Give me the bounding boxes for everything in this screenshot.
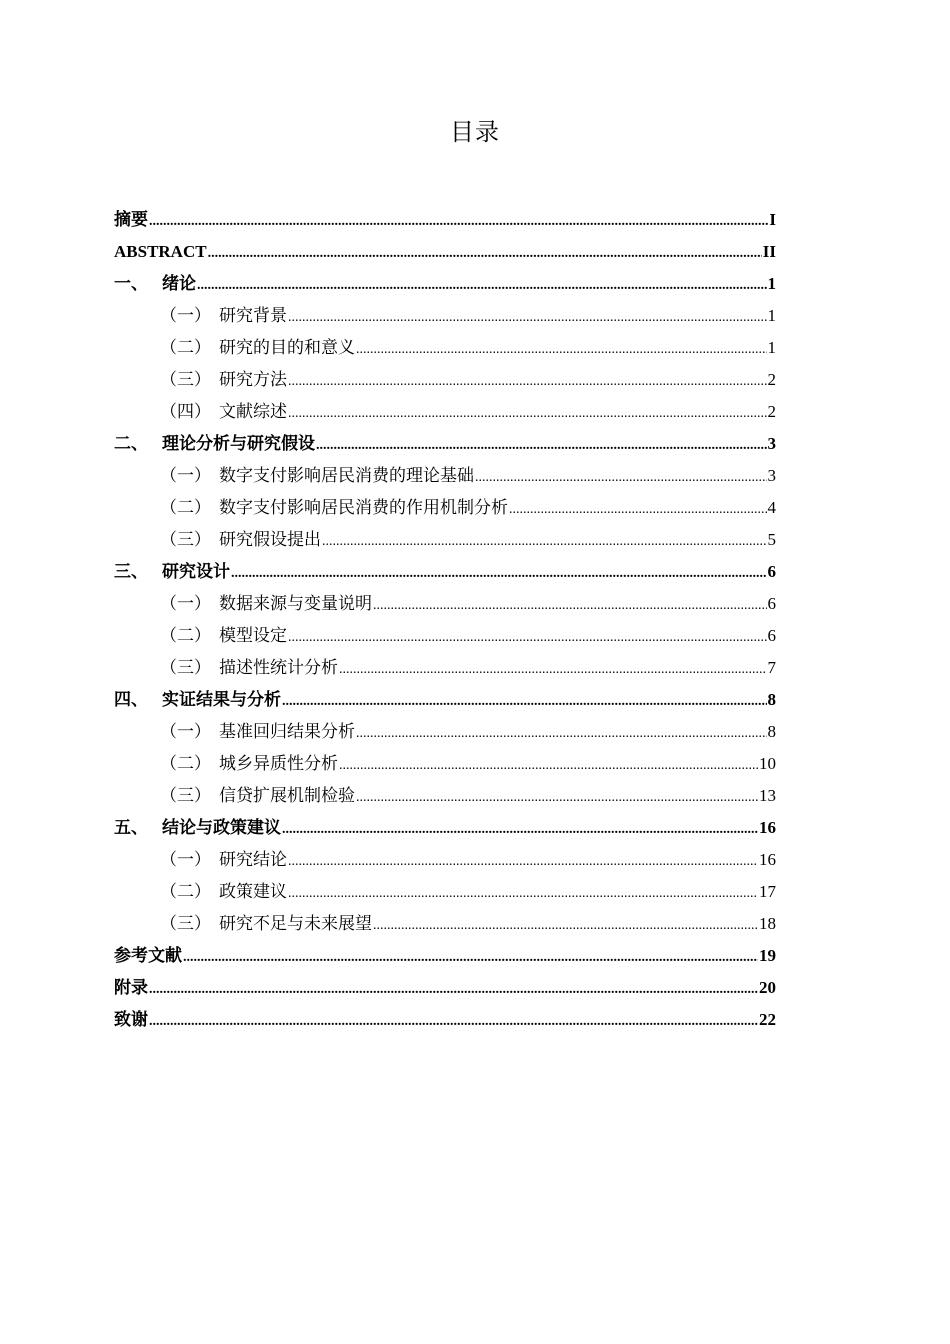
toc-entry-number: （二）	[160, 882, 211, 901]
toc-entry-page-number: 16	[759, 850, 776, 869]
toc-dot-leader	[208, 238, 762, 270]
toc-entry-page-number: I	[769, 210, 776, 229]
toc-dot-leader	[373, 910, 758, 942]
toc-entry-number: （二）	[160, 338, 211, 357]
toc-entry-number: 一、	[114, 274, 148, 293]
toc-entry-page-number: 19	[759, 946, 776, 965]
toc-entry-label: 致谢	[114, 1010, 148, 1029]
toc-dot-leader	[288, 398, 767, 430]
toc-entry-number: （一）	[160, 594, 211, 613]
toc-entry-label: 信贷扩展机制检验	[219, 786, 355, 805]
toc-entry-page-number: 5	[767, 530, 776, 549]
toc-dot-leader	[288, 302, 767, 334]
toc-entry-number: （三）	[160, 530, 211, 549]
toc-entry-label: 数据来源与变量说明	[219, 594, 372, 613]
toc-entry-label: 政策建议	[219, 882, 287, 901]
toc-entry-number: （一）	[160, 850, 211, 869]
toc-entry-label: 摘要	[114, 210, 148, 229]
toc-entry-label: ABSTRACT	[114, 242, 207, 261]
toc-dot-leader	[356, 334, 767, 366]
toc-entry-page-number: 22	[759, 1010, 776, 1029]
toc-dot-leader	[339, 750, 758, 782]
toc-entry-chapter[interactable]	[114, 236, 776, 268]
toc-entry-label: 研究方法	[219, 370, 287, 389]
toc-entry-page-number: 1	[767, 306, 776, 325]
toc-entry-section[interactable]	[114, 844, 776, 876]
toc-entry-label: 数字支付影响居民消费的理论基础	[219, 466, 474, 485]
toc-entry-label: 实证结果与分析	[162, 690, 281, 709]
toc-entry-page-number: II	[762, 242, 776, 261]
toc-dot-leader	[373, 590, 767, 622]
toc-dot-leader	[339, 654, 767, 686]
toc-entry-number: （二）	[160, 626, 211, 645]
toc-entry-label: 研究设计	[162, 562, 230, 581]
toc-dot-leader	[475, 462, 767, 494]
toc-dot-leader	[509, 494, 767, 526]
toc-entry-page-number: 17	[759, 882, 776, 901]
toc-entry-chapter[interactable]	[114, 268, 776, 300]
toc-entry-label: 模型设定	[219, 626, 287, 645]
toc-entry-number: （二）	[160, 498, 211, 517]
toc-entry-page-number: 7	[767, 658, 776, 677]
toc-dot-leader	[356, 782, 758, 814]
toc-entry-chapter[interactable]	[114, 684, 776, 716]
toc-entry-label: 研究的目的和意义	[219, 338, 355, 357]
toc-entry-chapter[interactable]	[114, 972, 776, 1004]
toc-entry-page-number: 20	[759, 978, 776, 997]
toc-entry-number: （一）	[160, 722, 211, 741]
toc-entry-label: 结论与政策建议	[162, 818, 281, 837]
toc-entry-chapter[interactable]	[114, 556, 776, 588]
toc-entry-section[interactable]	[114, 716, 776, 748]
toc-dot-leader	[356, 718, 767, 750]
toc-entry-number: 二、	[114, 434, 148, 453]
toc-entry-number: 五、	[114, 818, 148, 837]
toc-entry-page-number: 6	[767, 562, 776, 581]
toc-entry-chapter[interactable]	[114, 940, 776, 972]
toc-title: 目录	[450, 118, 500, 146]
toc-entry-label: 研究不足与未来展望	[219, 914, 372, 933]
toc-entry-page-number: 13	[759, 786, 776, 805]
toc-entry-label: 文献综述	[219, 402, 287, 421]
toc-dot-leader	[149, 1006, 758, 1038]
toc-entry-page-number: 18	[759, 914, 776, 933]
toc-entry-label: 研究假设提出	[219, 530, 321, 549]
toc-entry-page-number: 8	[767, 722, 776, 741]
toc-entry-section[interactable]	[114, 620, 776, 652]
toc-dot-leader	[149, 206, 768, 238]
toc-dot-leader	[149, 974, 758, 1006]
toc-entry-section[interactable]	[114, 652, 776, 684]
toc-entry-page-number: 3	[767, 434, 776, 453]
toc-dot-leader	[183, 942, 758, 974]
toc-entry-section[interactable]	[114, 492, 776, 524]
toc-entry-page-number: 1	[767, 338, 776, 357]
toc-dot-leader	[288, 622, 767, 654]
toc-entry-section[interactable]	[114, 460, 776, 492]
toc-entry-label: 研究结论	[219, 850, 287, 869]
toc-entry-number: （一）	[160, 466, 211, 485]
toc-entry-chapter[interactable]	[114, 1004, 776, 1036]
toc-entry-page-number: 10	[759, 754, 776, 773]
toc-entry-page-number: 4	[767, 498, 776, 517]
toc-entry-page-number: 3	[767, 466, 776, 485]
toc-entry-page-number: 6	[767, 594, 776, 613]
toc-entry-label: 描述性统计分析	[219, 658, 338, 677]
toc-entry-number: （三）	[160, 914, 211, 933]
toc-entry-section[interactable]	[114, 908, 776, 940]
toc-entry-number: 三、	[114, 562, 148, 581]
toc-entry-page-number: 6	[767, 626, 776, 645]
toc-entry-number: （三）	[160, 370, 211, 389]
toc-entry-label: 参考文献	[114, 946, 182, 965]
toc-entry-section[interactable]	[114, 300, 776, 332]
toc-entry-page-number: 16	[759, 818, 776, 837]
toc-entry-label: 数字支付影响居民消费的作用机制分析	[219, 498, 508, 517]
toc-entry-page-number: 2	[767, 402, 776, 421]
toc-dot-leader	[288, 846, 758, 878]
toc-entry-chapter[interactable]	[114, 428, 776, 460]
toc-dot-leader	[316, 430, 767, 462]
toc-entry-section[interactable]	[114, 780, 776, 812]
toc-entry-number: （一）	[160, 306, 211, 325]
toc-entry-label: 研究背景	[219, 306, 287, 325]
toc-entry-section[interactable]	[114, 332, 776, 364]
toc-entry-number: 四、	[114, 690, 148, 709]
toc-entry-label: 绪论	[162, 274, 196, 293]
toc-entry-number: （四）	[160, 402, 211, 421]
toc-entry-page-number: 8	[767, 690, 776, 709]
toc-dot-leader	[282, 814, 758, 846]
toc-entry-number: （三）	[160, 786, 211, 805]
toc-entry-section[interactable]	[114, 748, 776, 780]
toc-entry-label: 附录	[114, 978, 148, 997]
toc-entry-label: 理论分析与研究假设	[162, 434, 315, 453]
toc-dot-leader	[282, 686, 767, 718]
toc-entry-section[interactable]	[114, 364, 776, 396]
toc-entry-label: 基准回归结果分析	[219, 722, 355, 741]
toc-entry-number: （三）	[160, 658, 211, 677]
table-of-contents	[114, 204, 776, 1036]
toc-dot-leader	[231, 558, 767, 590]
toc-entry-page-number: 2	[767, 370, 776, 389]
toc-dot-leader	[288, 878, 758, 910]
toc-dot-leader	[322, 526, 767, 558]
toc-entry-chapter[interactable]	[114, 812, 776, 844]
toc-dot-leader	[197, 270, 767, 302]
toc-entry-page-number: 1	[767, 274, 776, 293]
toc-dot-leader	[288, 366, 767, 398]
toc-entry-number: （二）	[160, 754, 211, 773]
toc-entry-section[interactable]	[114, 588, 776, 620]
toc-entry-chapter[interactable]	[114, 204, 776, 236]
toc-entry-section[interactable]	[114, 876, 776, 908]
toc-entry-label: 城乡异质性分析	[219, 754, 338, 773]
toc-entry-section[interactable]	[114, 524, 776, 556]
toc-entry-section[interactable]	[114, 396, 776, 428]
